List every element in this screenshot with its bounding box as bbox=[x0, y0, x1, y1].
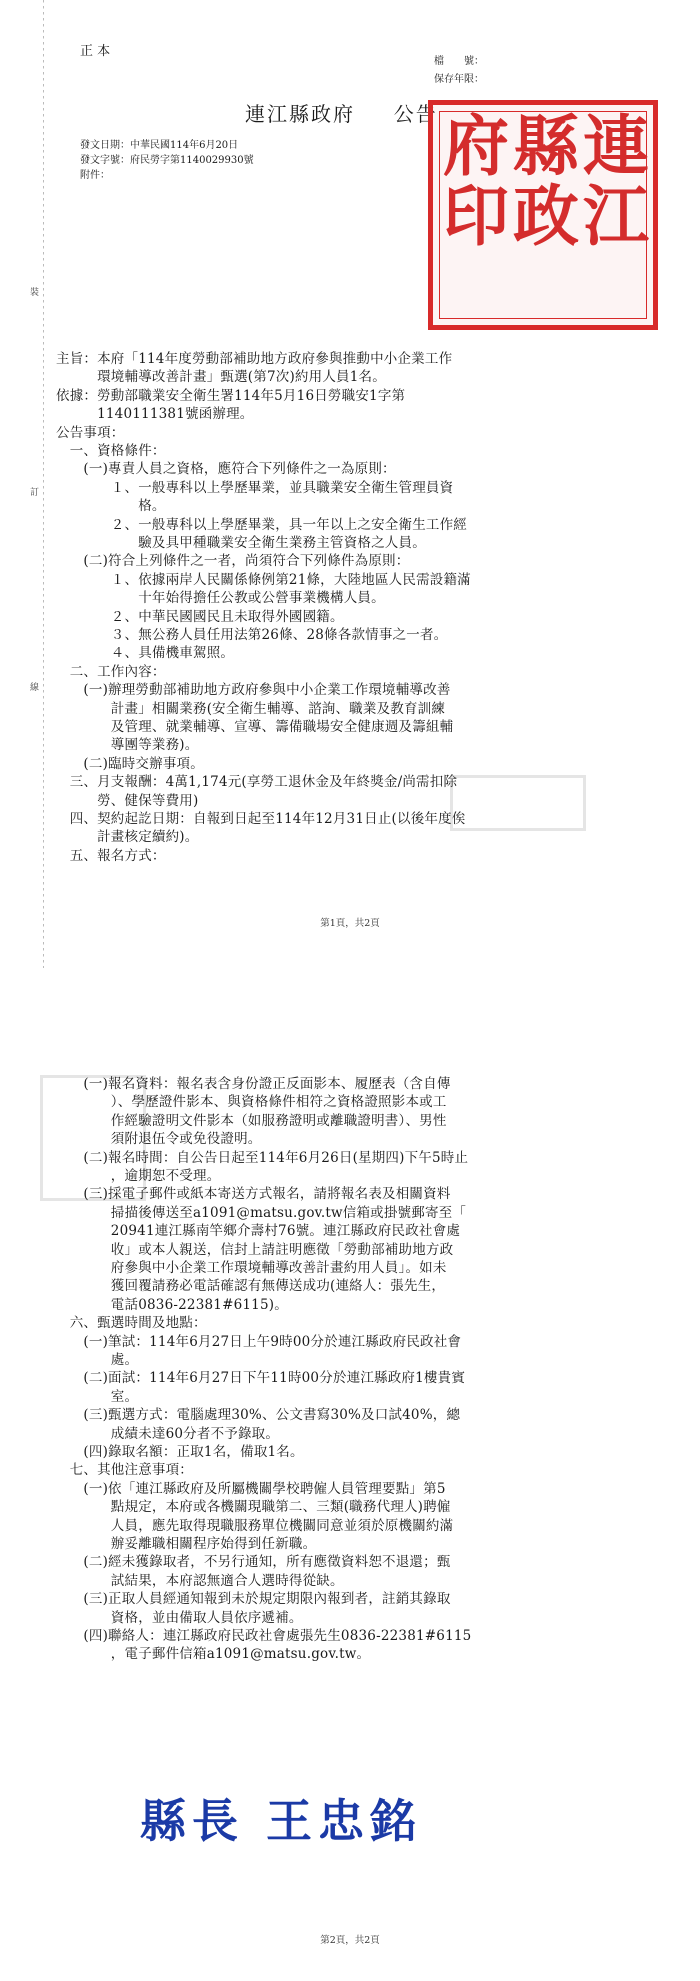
page2-footer: 第2頁，共2頁 bbox=[320, 1935, 380, 1946]
text-line: ３、無公務人員任用法第26條、28條各款情事之一者。 bbox=[56, 627, 448, 643]
issue-date: 發文日期：中華民國114年6月20日 bbox=[80, 140, 239, 151]
seal-char: 連 bbox=[583, 107, 649, 185]
text-line: 二、工作內容： bbox=[56, 663, 166, 680]
text-line: (二)經未獲錄取者，不另行通知，所有應徵資料恕不退還；甄 bbox=[56, 1554, 451, 1571]
text-line: 環境輔導改善計畫」甄選(第7次)約用人員1名。 bbox=[56, 369, 386, 386]
text-line: (二)符合上列條件之一者，尚須符合下列條件為原則： bbox=[56, 553, 410, 570]
text-line: 一、資格條件： bbox=[56, 443, 166, 459]
text-line: 府參與中小企業工作環境輔導改善計畫約用人員」。如未 bbox=[56, 1260, 447, 1276]
text-line: 1140111381號函辦理。 bbox=[56, 406, 254, 423]
text-line: (二)臨時交辦事項。 bbox=[56, 755, 204, 772]
original-copy-mark: 正 本 bbox=[80, 44, 111, 59]
text-line: (一)辦理勞動部補助地方政府參與中小企業工作環境輔導改善 bbox=[56, 682, 451, 699]
text-line: 依據：勞動部職業安全衛生署114年5月16日勞職安1字第 bbox=[56, 387, 406, 404]
magistrate-signature: 縣長 王忠銘 bbox=[140, 1794, 423, 1848]
text-line: 驗及具甲種職業安全衛生業務主管資格之人員。 bbox=[56, 535, 426, 551]
text-line: (二)面試：114年6月27日下午11時00分於連江縣政府1樓貴賓 bbox=[56, 1370, 466, 1387]
text-line: (三)正取人員經通知報到未於規定期限內報到者，註銷其錄取 bbox=[56, 1591, 451, 1608]
text-line: (四)聯絡人：連江縣政府民政社會處張先生0836-22381#6115 bbox=[56, 1628, 472, 1644]
text-line: 資格，並由備取人員依序遞補。 bbox=[56, 1609, 303, 1626]
text-line: 試結果，本府認無適合人選時得從缺。 bbox=[56, 1572, 344, 1589]
page1-footer: 第1頁，共2頁 bbox=[320, 918, 380, 929]
text-line: 收」或本人親送，信封上請註明應徵「勞動部補助地方政 bbox=[56, 1241, 454, 1258]
text-line: 七、其他注意事項： bbox=[56, 1462, 193, 1479]
binding-line bbox=[43, 0, 44, 968]
issue-number: 發文字號：府民勞字第1140029930號 bbox=[80, 155, 254, 166]
text-line: 公告事項： bbox=[56, 424, 125, 441]
text-line: ，電子郵件信箱a1091@matsu.gov.tw。 bbox=[56, 1646, 371, 1663]
text-line: (二)報名時間：自公告日起至114年6月26日(星期四)下午5時止 bbox=[56, 1149, 469, 1166]
seal-char: 府 bbox=[443, 107, 509, 185]
document-meta bbox=[80, 138, 254, 183]
text-line: (一)專責人員之資格，應符合下列條件之一為原則： bbox=[56, 461, 396, 478]
text-line: 導團等業務)。 bbox=[56, 737, 199, 754]
attachment-label: 附件： bbox=[80, 170, 110, 181]
text-line: 處。 bbox=[56, 1352, 139, 1368]
text-line: 掃描後傳送至a1091@matsu.gov.tw信箱或掛號郵寄至「 bbox=[56, 1204, 467, 1221]
text-line: (四)錄取名額：正取1名，備取1名。 bbox=[56, 1444, 304, 1460]
text-line: 成績未達60分者不予錄取。 bbox=[56, 1425, 280, 1442]
text-line: 人員，應先取得現職服務單位機關同意並須於原機關約滿 bbox=[56, 1517, 454, 1534]
faint-stamp bbox=[450, 775, 586, 831]
seal-char: 縣 bbox=[513, 107, 579, 185]
text-line: 點規定，本府或各機關現職第二、三類(職務代理人)聘僱 bbox=[56, 1499, 451, 1516]
title-kind: 公告 bbox=[393, 102, 438, 126]
text-line: 四、契約起訖日期：自報到日起至114年12月31日止(以後年度俟 bbox=[56, 811, 466, 827]
notice-title bbox=[245, 98, 438, 127]
binding-mark-ding: 訂 bbox=[30, 488, 40, 498]
text-line: 作經驗證明文件影本（如服務證明或離職證明書）、男性 bbox=[56, 1112, 447, 1129]
title-organization: 連江縣政府 bbox=[245, 102, 355, 126]
text-line: 獲回覆請務必電話確認有無傳送成功(連絡人：張先生， bbox=[56, 1278, 446, 1295]
text-line: 主旨：本府「114年度勞動部補助地方政府參與推動中小企業工作 bbox=[56, 351, 453, 367]
text-line: 三、月支報酬：4萬1,174元(享勞工退休金及年終獎金/尚需扣除 bbox=[56, 774, 458, 791]
text-line: (一)依「連江縣政府及所屬機關學校聘僱人員管理要點」第5 bbox=[56, 1480, 446, 1497]
text-line: １、依據兩岸人民關係條例第21條，大陸地區人民需設籍滿 bbox=[56, 571, 471, 588]
text-line: 電話0836-22381#6115)。 bbox=[56, 1296, 288, 1313]
text-line: 十年始得擔任公教或公營事業機構人員。 bbox=[56, 590, 385, 607]
seal-char: 政 bbox=[513, 177, 579, 255]
text-line: 20941連江縣南竿鄉介壽村76號。連江縣政府民政社會處 bbox=[56, 1223, 461, 1240]
file-number-label: 檔 號： bbox=[434, 56, 484, 67]
official-seal bbox=[428, 100, 658, 330]
seal-char: 印 bbox=[443, 177, 509, 255]
text-line: 計畫」相關業務(安全衛生輔導、諮詢、職業及教育訓練 bbox=[56, 700, 446, 717]
text-line: ）、學歷證件影本、與資格條件相符之資格證照影本或工 bbox=[56, 1094, 447, 1111]
text-line: 五、報名方式： bbox=[56, 847, 166, 864]
text-line: ４、具備機車駕照。 bbox=[56, 645, 235, 662]
binding-mark-zhuang: 裝 bbox=[30, 288, 40, 298]
text-line: 辦妥離職相關程序始得到任新職。 bbox=[56, 1536, 317, 1552]
text-line: 格。 bbox=[56, 498, 166, 515]
text-line: ２、一般專科以上學歷畢業，具一年以上之安全衛生工作經 bbox=[56, 516, 467, 533]
text-line: (三)採電子郵件或紙本寄送方式報名，請將報名表及相關資料 bbox=[56, 1186, 451, 1203]
text-line: 勞、健保等費用) bbox=[56, 792, 199, 809]
binding-mark-xian: 線 bbox=[30, 683, 40, 693]
text-line: 室。 bbox=[56, 1388, 139, 1405]
text-line: (一)報名資料：報名表含身份證正反面影本、履歷表（含自傳 bbox=[56, 1076, 451, 1092]
text-line: 須附退伍令或免役證明。 bbox=[56, 1131, 262, 1148]
text-line: 計畫核定續約)。 bbox=[56, 829, 199, 846]
seal-char: 江 bbox=[583, 177, 649, 255]
text-line: 六、甄選時間及地點： bbox=[56, 1315, 207, 1332]
text-line: (三)甄選方式：電腦處理30%、公文書寫30%及口試40%，總 bbox=[56, 1407, 461, 1424]
text-line: (一)筆試：114年6月27日上午9時00分於連江縣政府民政社會 bbox=[56, 1333, 462, 1350]
retention-period-label: 保存年限： bbox=[434, 74, 484, 85]
text-line: １、一般專科以上學歷畢業，並具職業安全衛生管理員資 bbox=[56, 479, 454, 496]
text-line: 及管理、就業輔導、宣導、籌備職場安全健康週及籌組輔 bbox=[56, 719, 454, 735]
text-line: ，逾期恕不受理。 bbox=[56, 1168, 221, 1184]
text-line: ２、中華民國國民且未取得外國國籍。 bbox=[56, 608, 344, 625]
